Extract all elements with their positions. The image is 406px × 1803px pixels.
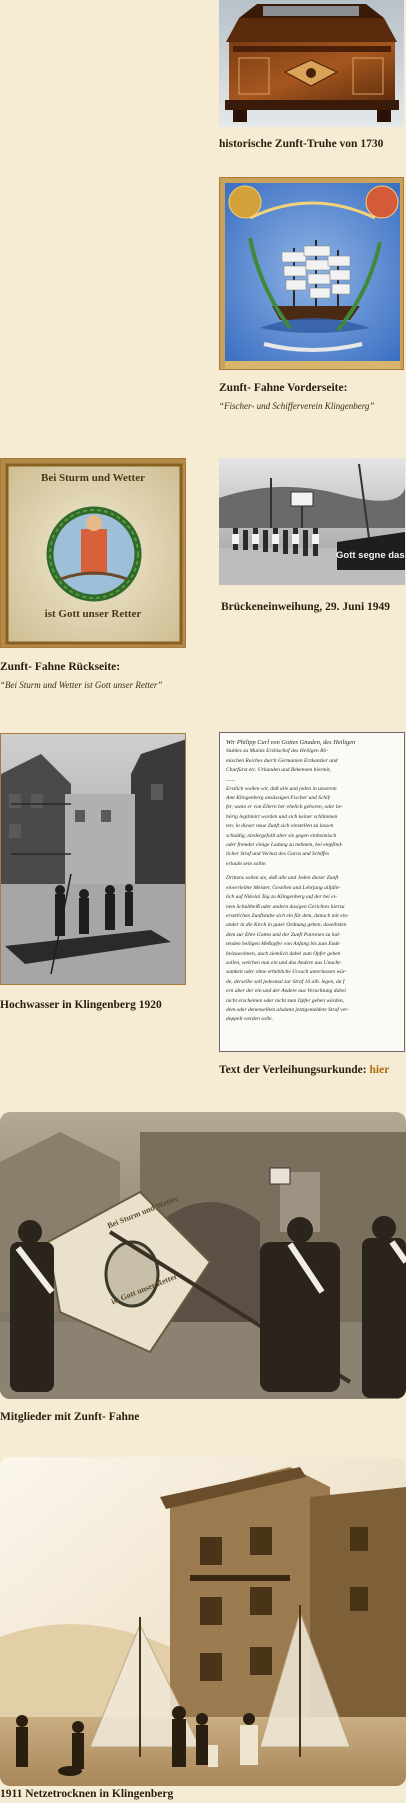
flag-back-inscription <box>0 458 186 648</box>
charter-line: einverleibte Meister, Gesellen und Lehrjung alljähr- <box>226 884 341 891</box>
charter-separator: ...... <box>226 776 235 783</box>
charter-text <box>226 738 400 1025</box>
charter-line: erlaubt sein sollte. <box>226 860 267 867</box>
caption-flag-back: Zunft- Fahne Rückseite: <box>0 661 121 673</box>
caption-nets: 1911 Netzetrocknen in Klingenberg <box>0 1788 174 1800</box>
charter-line: schuldig, niedergefallt aber sie gegen einheimisch <box>226 832 337 839</box>
charter-line: lich auf Nikolai Tag zu Klingenberg auf der bei ei- <box>226 894 337 901</box>
charter-line: ern aber der ein und der Andere aus Verachtung dabei <box>226 988 346 995</box>
caption-charter <box>219 1063 389 1077</box>
caption-chest: historische Zunft-Truhe von 1730 <box>219 138 384 150</box>
bridge-banner-text: Gott segne das <box>336 550 405 561</box>
charter-line: samkeit oder ohne erhebliche Ursach unterlassen wür- <box>226 969 347 976</box>
charter-line: ersetlichen Zunftstube sich ein für dem, danach mit ein- <box>226 912 349 919</box>
charter-line: licher Straf und Verlust des Garns und Schiffes <box>226 851 330 858</box>
subcaption-flag-front: “Fischer- und Schifferverein Klingenberg” <box>219 401 375 411</box>
caption-charter-text: Text der Verleihungsurkunde: <box>219 1064 370 1076</box>
charter-line: Amt Klingenberg ansässigen Fischer und Schif- <box>226 795 332 802</box>
charter-line: nem Schultheiß oder andern dasigen Gerichtes hierzu <box>226 903 345 910</box>
charter-line: ten, in dieser neue Zunft sich einstellen zu lassen <box>226 823 334 830</box>
charter-line: Wir Philipp Carl von Gottes Gnaden, des Heiligen <box>226 739 356 746</box>
flag-back-text-bottom: ist Gott unser Retter <box>44 608 142 620</box>
charter-line: dem oder denenselben alsdann jetztgemeldete Straf ver- <box>226 1006 349 1013</box>
charter-line: oder fremder einige Ladung zu nehmen, bei empfind- <box>226 842 343 849</box>
charter-line: dem zur Ehre Gottes und der Zunft Patronen zu hal- <box>226 931 341 938</box>
caption-flood: Hochwasser in Klingenberg 1920 <box>0 999 162 1011</box>
flood-photo <box>0 733 186 985</box>
charter-line: sollen, welchen nun ein und das Andere aus Unacht- <box>226 959 342 966</box>
bridge-photo <box>219 458 405 585</box>
caption-members: Mitglieder mit Zunft- Fahne <box>0 1411 140 1423</box>
flag-back-text-top: Bei Sturm und Wetter <box>41 472 145 484</box>
members-flag-text-top: Bei Sturm und Wetter <box>106 1193 180 1231</box>
charter-line: de, derselbe soll jedesmal zur Straf 10 alb. legen, da f <box>226 978 345 985</box>
charter-line: beizuwohnen, auch ziemlich dabei zum Opfer gehen <box>226 950 341 957</box>
charter-line: doppelt werden solle. <box>226 1016 273 1023</box>
nets-photo <box>0 1457 406 1786</box>
caption-bridge: Brückeneinweihung, 29. Juni 1949 <box>221 601 391 613</box>
members-flag-text-bottom: ist Gott unser Retter <box>110 1271 179 1307</box>
subcaption-flag-back: “Bei Sturm und Wetter ist Gott unser Retter” <box>0 680 163 690</box>
caption-flag-front: Zunft- Fahne Vorderseite: <box>219 382 348 394</box>
charter-line: nicht erscheinen oder nicht zum Opfer gehen würden, <box>226 997 345 1004</box>
charter-line: fer, wann er von Eltern her ehelich geboren, oder be- <box>226 804 343 811</box>
flag-front-photo <box>219 177 404 370</box>
members-flag-inscription <box>70 1193 220 1320</box>
charter-line: Churfürst etc. Urkunden und Bekennen hiermit, <box>226 767 331 774</box>
charter-link[interactable]: hier <box>369 1064 390 1076</box>
charter-line: Stuhles zu Maintz Erzbischof des Heiligen Rö- <box>226 748 329 755</box>
charter-line: Drittens sollen sie, daß alle und Jeden dieser Zunft <box>226 875 339 882</box>
charter-document <box>219 732 405 1052</box>
charter-line: Erstlich wollen wir, daß alle und jeden in unserem <box>226 785 337 792</box>
charter-line: hörig legitimirt worden und sich keiner schlimmen <box>226 813 338 820</box>
chest-photo <box>219 0 404 127</box>
charter-line: tenden heiligen Meßopfer von Anfang bis zum Ende <box>226 941 340 948</box>
charter-line: mischen Reiches durch Germanien Erzkanzler und <box>226 757 338 764</box>
charter-line: ander in die Kirch in guter Ordnung gehen, daselbsten <box>226 922 347 929</box>
